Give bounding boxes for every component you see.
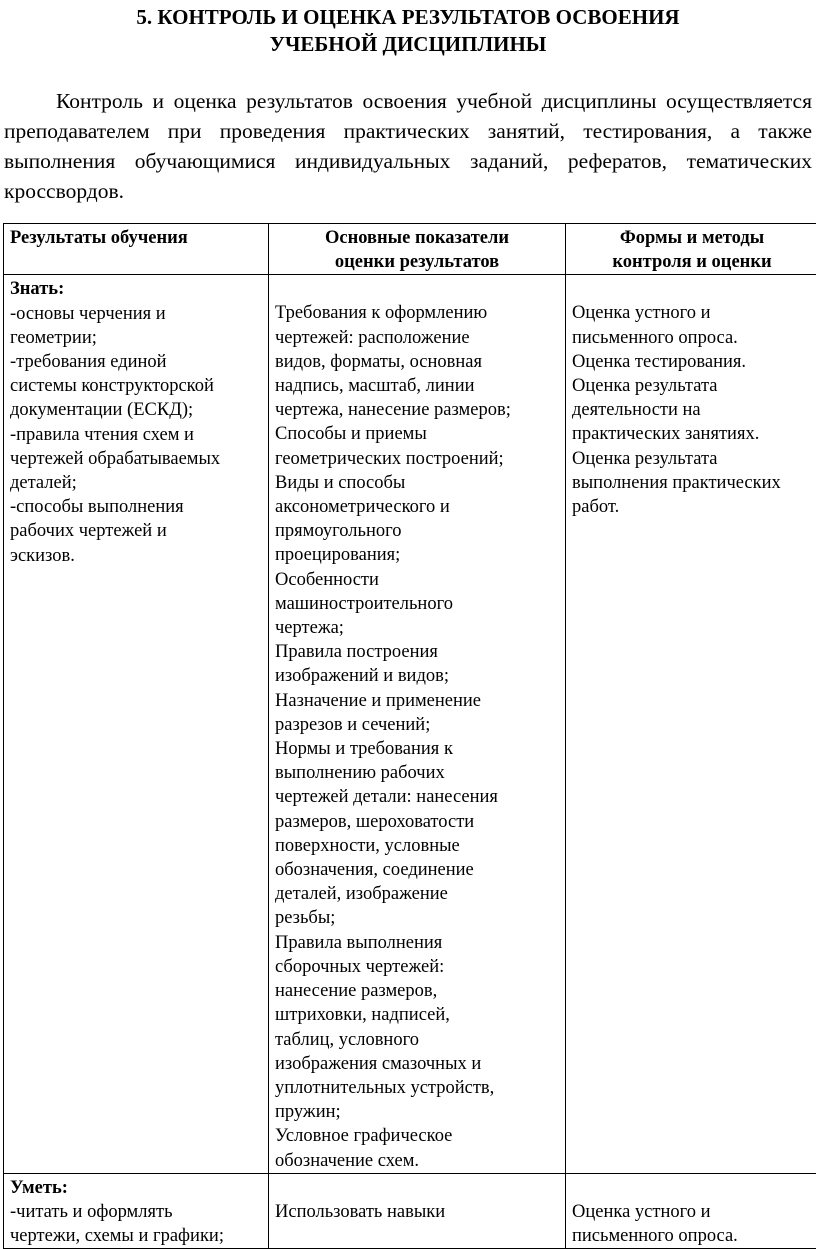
list-item: сборочных чертежей: bbox=[275, 955, 559, 979]
cell-methods-can bbox=[566, 1173, 816, 1249]
page-title bbox=[0, 4, 816, 58]
page-title-line-2: УЧЕБНОЙ ДИСЦИПЛИНЫ bbox=[0, 31, 816, 58]
cell-indicators-know bbox=[269, 275, 566, 1173]
page-title-line-1: 5. КОНТРОЛЬ И ОЦЕНКА РЕЗУЛЬТАТОВ ОСВОЕНИЯ bbox=[0, 4, 816, 31]
list-item: пружин; bbox=[275, 1100, 559, 1124]
list-item: обозначение схем. bbox=[275, 1149, 559, 1173]
list-item: таблиц, условного bbox=[275, 1028, 559, 1052]
list-item: Оценка устного и bbox=[572, 301, 812, 325]
list-item: документации (ЕСКД); bbox=[10, 398, 262, 422]
list-item: Правила выполнения bbox=[275, 931, 559, 955]
list-item: резьбы; bbox=[275, 906, 559, 930]
list-item: надпись, масштаб, линии bbox=[275, 374, 559, 398]
list-item: аксонометрического и bbox=[275, 495, 559, 519]
can-indicators-list bbox=[275, 1200, 559, 1224]
list-item: деталей, изображение bbox=[275, 882, 559, 906]
list-item: Оценка тестирования. bbox=[572, 350, 812, 374]
know-heading: Знать: bbox=[10, 277, 262, 301]
list-item: выполнения практических bbox=[572, 471, 812, 495]
list-item: -правила чтения схем и bbox=[10, 423, 262, 447]
table-row bbox=[4, 1173, 816, 1249]
list-item: нанесение размеров, bbox=[275, 979, 559, 1003]
list-item: видов, форматы, основная bbox=[275, 350, 559, 374]
list-item: Правила построения bbox=[275, 640, 559, 664]
list-item: выполнению рабочих bbox=[275, 761, 559, 785]
header-methods: Формы и методы контроля и оценки bbox=[566, 224, 816, 275]
assessment-table bbox=[3, 223, 816, 1249]
can-methods-list bbox=[572, 1200, 812, 1248]
list-item: -читать и оформлять bbox=[10, 1200, 262, 1224]
list-item: практических занятиях. bbox=[572, 422, 812, 446]
list-item: поверхности, условные bbox=[275, 834, 559, 858]
list-item: Оценка результата bbox=[572, 374, 812, 398]
list-item: -способы выполнения bbox=[10, 495, 262, 519]
list-item: геометрии; bbox=[10, 326, 262, 350]
list-item: деталей; bbox=[10, 471, 262, 495]
list-item: геометрических построений; bbox=[275, 447, 559, 471]
list-item: чертежа, нанесение размеров; bbox=[275, 398, 559, 422]
table-header-row bbox=[4, 224, 816, 275]
list-item: чертежа; bbox=[275, 616, 559, 640]
list-item: -требования единой bbox=[10, 350, 262, 374]
header-results: Результаты обучения bbox=[4, 224, 269, 275]
list-item: Виды и способы bbox=[275, 471, 559, 495]
list-item: -основы черчения и bbox=[10, 302, 262, 326]
table-row bbox=[4, 275, 816, 1173]
list-item: прямоугольного bbox=[275, 519, 559, 543]
list-item: Способы и приемы bbox=[275, 422, 559, 446]
list-item: машиностроительного bbox=[275, 592, 559, 616]
list-item: уплотнительных устройств, bbox=[275, 1076, 559, 1100]
cell-indicators-can bbox=[269, 1173, 566, 1249]
cell-methods-know bbox=[566, 275, 816, 1173]
list-item: Условное графическое bbox=[275, 1124, 559, 1148]
cell-results-can bbox=[4, 1173, 269, 1249]
know-methods-list bbox=[572, 301, 812, 519]
list-item: чертежей обрабатываемых bbox=[10, 447, 262, 471]
list-item: чертежей: расположение bbox=[275, 326, 559, 350]
list-item: Нормы и требования к bbox=[275, 737, 559, 761]
list-item: рабочих чертежей и bbox=[10, 519, 262, 543]
list-item: проецирования; bbox=[275, 543, 559, 567]
list-item: Использовать навыки bbox=[275, 1200, 559, 1224]
list-item: изображений и видов; bbox=[275, 664, 559, 688]
list-item: разрезов и сечений; bbox=[275, 713, 559, 737]
list-item: Назначение и применение bbox=[275, 689, 559, 713]
list-item: Требования к оформлению bbox=[275, 301, 559, 325]
intro-paragraph: Контроль и оценка результатов освоения учебной дисциплины осуществляется преподавателем при проведения практических занятий, тестирования, а также выполнения обучающимися индивидуальных заданий, рефератов, тематических кроссвордов. bbox=[4, 86, 812, 206]
list-item: письменного опроса. bbox=[572, 1224, 812, 1248]
list-item: деятельности на bbox=[572, 398, 812, 422]
know-indicators-list bbox=[275, 301, 559, 1172]
list-item: Оценка результата bbox=[572, 447, 812, 471]
list-item: штриховки, надписей, bbox=[275, 1003, 559, 1027]
can-list bbox=[10, 1200, 262, 1248]
list-item: обозначения, соединение bbox=[275, 858, 559, 882]
list-item: чертежей детали: нанесения bbox=[275, 785, 559, 809]
cell-results-know bbox=[4, 275, 269, 1173]
list-item: изображения смазочных и bbox=[275, 1052, 559, 1076]
list-item: работ. bbox=[572, 495, 812, 519]
list-item: системы конструкторской bbox=[10, 374, 262, 398]
know-list bbox=[10, 302, 262, 568]
list-item: эскизов. bbox=[10, 544, 262, 568]
list-item: Оценка устного и bbox=[572, 1200, 812, 1224]
list-item: чертежи, схемы и графики; bbox=[10, 1224, 262, 1248]
header-indicators: Основные показатели оценки результатов bbox=[269, 224, 566, 275]
can-heading: Уметь: bbox=[10, 1176, 262, 1200]
list-item: размеров, шероховатости bbox=[275, 810, 559, 834]
list-item: Особенности bbox=[275, 568, 559, 592]
list-item: письменного опроса. bbox=[572, 326, 812, 350]
